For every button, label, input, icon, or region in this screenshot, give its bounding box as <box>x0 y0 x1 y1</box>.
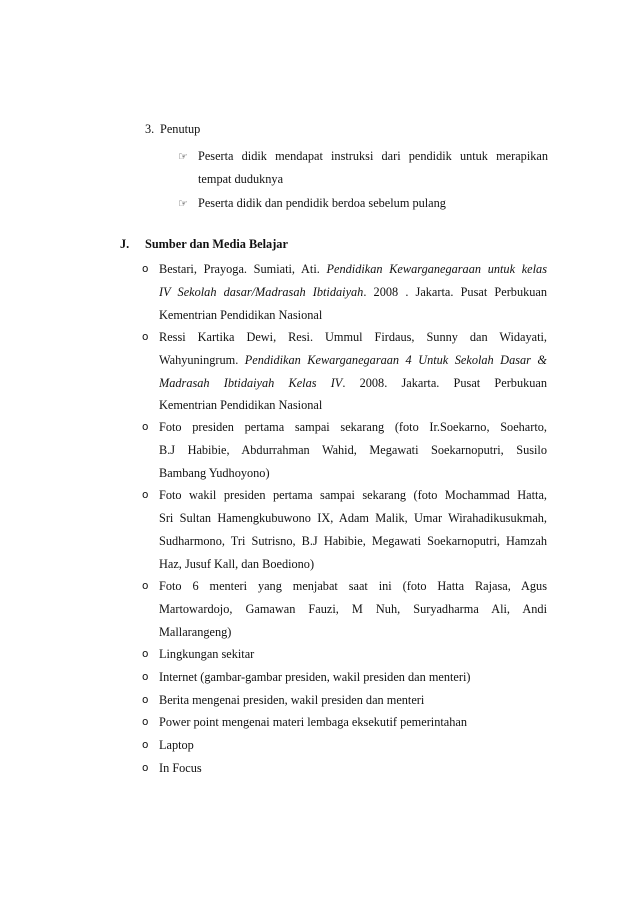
penutup-heading: Penutup <box>160 122 201 136</box>
media-2-line-4: Haz, Jusuf Kall, dan Boediono) <box>159 557 315 571</box>
bullet-icon: o <box>142 716 149 728</box>
source-2-line-1: Ressi Kartika Dewi, Resi. Ummul Firdaus, Sunny dan Widayati, <box>159 330 547 344</box>
media-1-line-1: Foto presiden pertama sampai sekarang (foto Ir.Soekarno, Soeharto, <box>159 420 547 434</box>
source-1-line-2: IV Sekolah dasar/Madrasah Ibtidaiyah. 2008 . Jakarta. Pusat Perbukuan <box>159 285 547 299</box>
media-2-line-2: Sri Sultan Hamengkubuwono IX, Adam Malik, Umar Wirahadikusukmah, <box>159 511 547 525</box>
media-6-line-1: Berita mengenai presiden, wakil presiden dan menteri <box>159 693 425 707</box>
media-1-line-3: Bambang Yudhoyono) <box>159 466 270 480</box>
list-number-3: 3. <box>145 122 155 136</box>
bullet-icon: o <box>142 694 149 706</box>
media-1-line-2: B.J Habibie, Abdurrahman Wahid, Megawati Soekarnoputri, Susilo <box>159 443 547 457</box>
bullet-icon: o <box>142 489 149 501</box>
source-2-line-4: Kementrian Pendidikan Nasional <box>159 398 323 412</box>
source-2-line-2: Wahyuningrum. Pendidikan Kewarganegaraan 4 Untuk Sekolah Dasar & <box>159 353 547 367</box>
pointing-hand-icon: ☞ <box>178 197 188 210</box>
media-2-line-1: Foto wakil presiden pertama sampai sekarang (foto Mochammad Hatta, <box>159 488 547 502</box>
bullet-icon: o <box>142 739 149 751</box>
media-5-line-1: Internet (gambar-gambar presiden, wakil presiden dan menteri) <box>159 670 471 684</box>
bullet-icon: o <box>142 331 149 343</box>
source-2-line-3: Madrasah Ibtidaiyah Kelas IV. 2008. Jakarta. Pusat Perbukuan <box>159 376 547 390</box>
section-j-heading: Sumber dan Media Belajar <box>145 237 288 251</box>
source-1-line-1: Bestari, Prayoga. Sumiati, Ati. Pendidikan Kewarganegaraan untuk kelas <box>159 262 547 276</box>
media-4-line-1: Lingkungan sekitar <box>159 647 255 661</box>
media-3-line-1: Foto 6 menteri yang menjabat saat ini (foto Hatta Rajasa, Agus <box>159 579 547 593</box>
pointing-hand-icon: ☞ <box>178 150 188 163</box>
media-3-line-3: Mallarangeng) <box>159 625 232 639</box>
bullet-icon: o <box>142 580 149 592</box>
media-3-line-2: Martowardojo, Gamawan Fauzi, M Nuh, Suryadharma Ali, Andi <box>159 602 547 616</box>
media-8-line-1: Laptop <box>159 738 194 752</box>
bullet-icon: o <box>142 671 149 683</box>
bullet-icon: o <box>142 648 149 660</box>
media-9-line-1: In Focus <box>159 761 202 775</box>
penutup-item-1-line-2: tempat duduknya <box>198 172 284 186</box>
section-j-letter: J. <box>120 237 130 251</box>
media-2-line-3: Sudharmono, Tri Sutrisno, B.J Habibie, Megawati Soekarnoputri, Hamzah <box>159 534 547 548</box>
bullet-icon: o <box>142 762 149 774</box>
source-1-line-3: Kementrian Pendidikan Nasional <box>159 308 323 322</box>
penutup-item-1-line-1: Peserta didik mendapat instruksi dari pendidik untuk merapikan <box>198 149 548 163</box>
media-7-line-1: Power point mengenai materi lembaga eksekutif pemerintahan <box>159 715 467 729</box>
bullet-icon: o <box>142 421 149 433</box>
penutup-item-2-line-1: Peserta didik dan pendidik berdoa sebelum pulang <box>198 196 446 210</box>
bullet-icon: o <box>142 263 149 275</box>
